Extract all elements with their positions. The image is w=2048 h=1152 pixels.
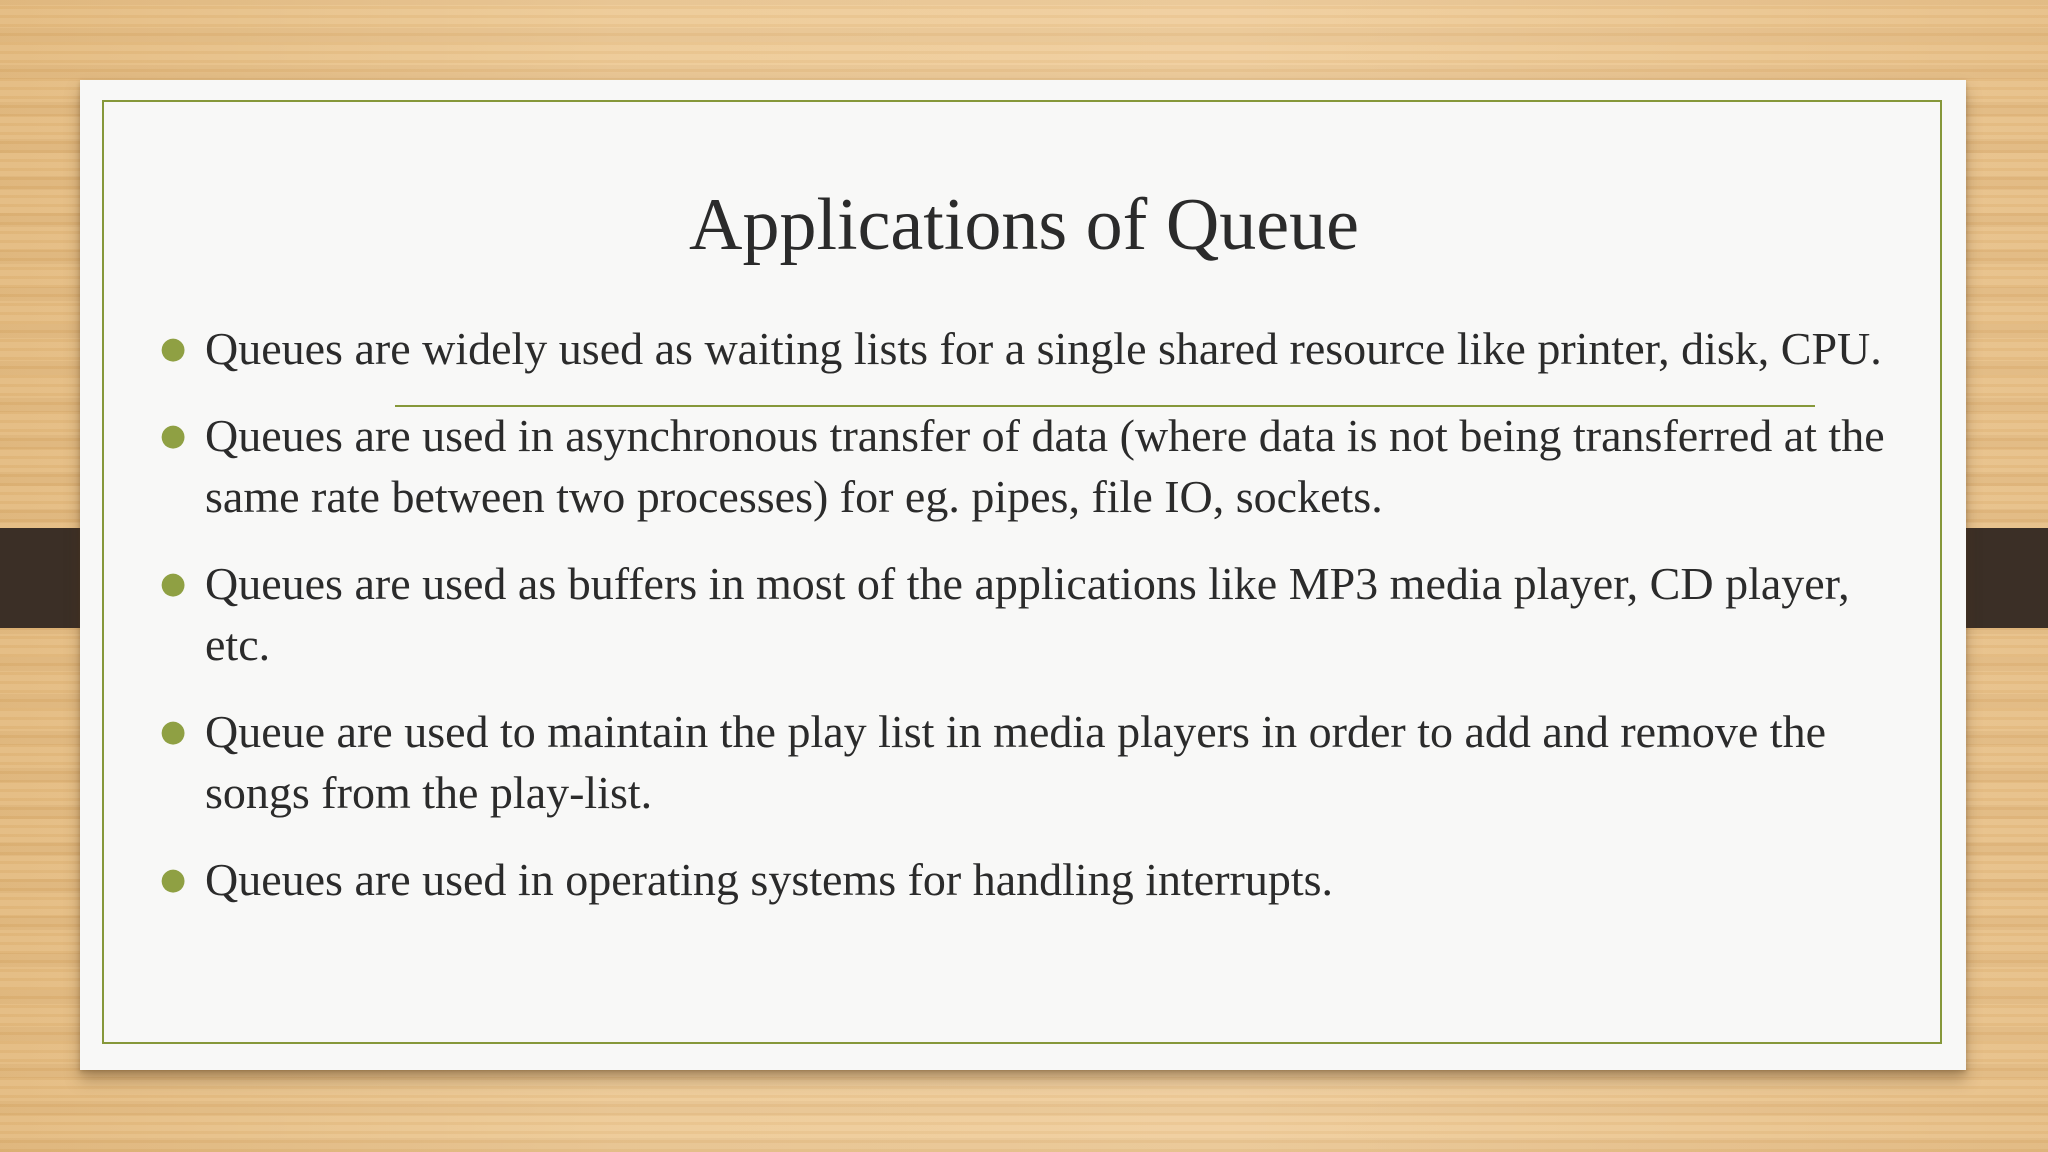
slide-title: Applications of Queue [689, 184, 1359, 266]
bullet-text: Queues are used as buffers in most of the applications like MP3 media player, CD player, etc. [205, 558, 1850, 670]
bullet-item [160, 701, 1900, 823]
bullet-text: Queues are used in asynchronous transfer of data (where data is not being transferred at the same rate between two processes) for eg. pipes, file IO, sockets. [205, 410, 1885, 522]
bullet-list [160, 318, 1900, 936]
bullet-dot-icon: ● [160, 862, 187, 897]
bullet-item [160, 849, 1900, 910]
bullet-dot-icon: ● [160, 418, 187, 453]
bullet-item [160, 553, 1900, 675]
bullet-text: Queues are used in operating systems for handling interrupts. [205, 854, 1334, 905]
bullet-item [160, 318, 1900, 379]
bullet-dot-icon: ● [160, 566, 187, 601]
bullet-item [160, 405, 1900, 527]
bullet-dot-icon: ● [160, 331, 187, 366]
bullet-text: Queue are used to maintain the play list in media players in order to add and remove the songs from the play-list. [205, 706, 1826, 818]
bullet-dot-icon: ● [160, 714, 187, 749]
bullet-text: Queues are widely used as waiting lists for a single shared resource like printer, disk, CPU. [205, 323, 1882, 374]
